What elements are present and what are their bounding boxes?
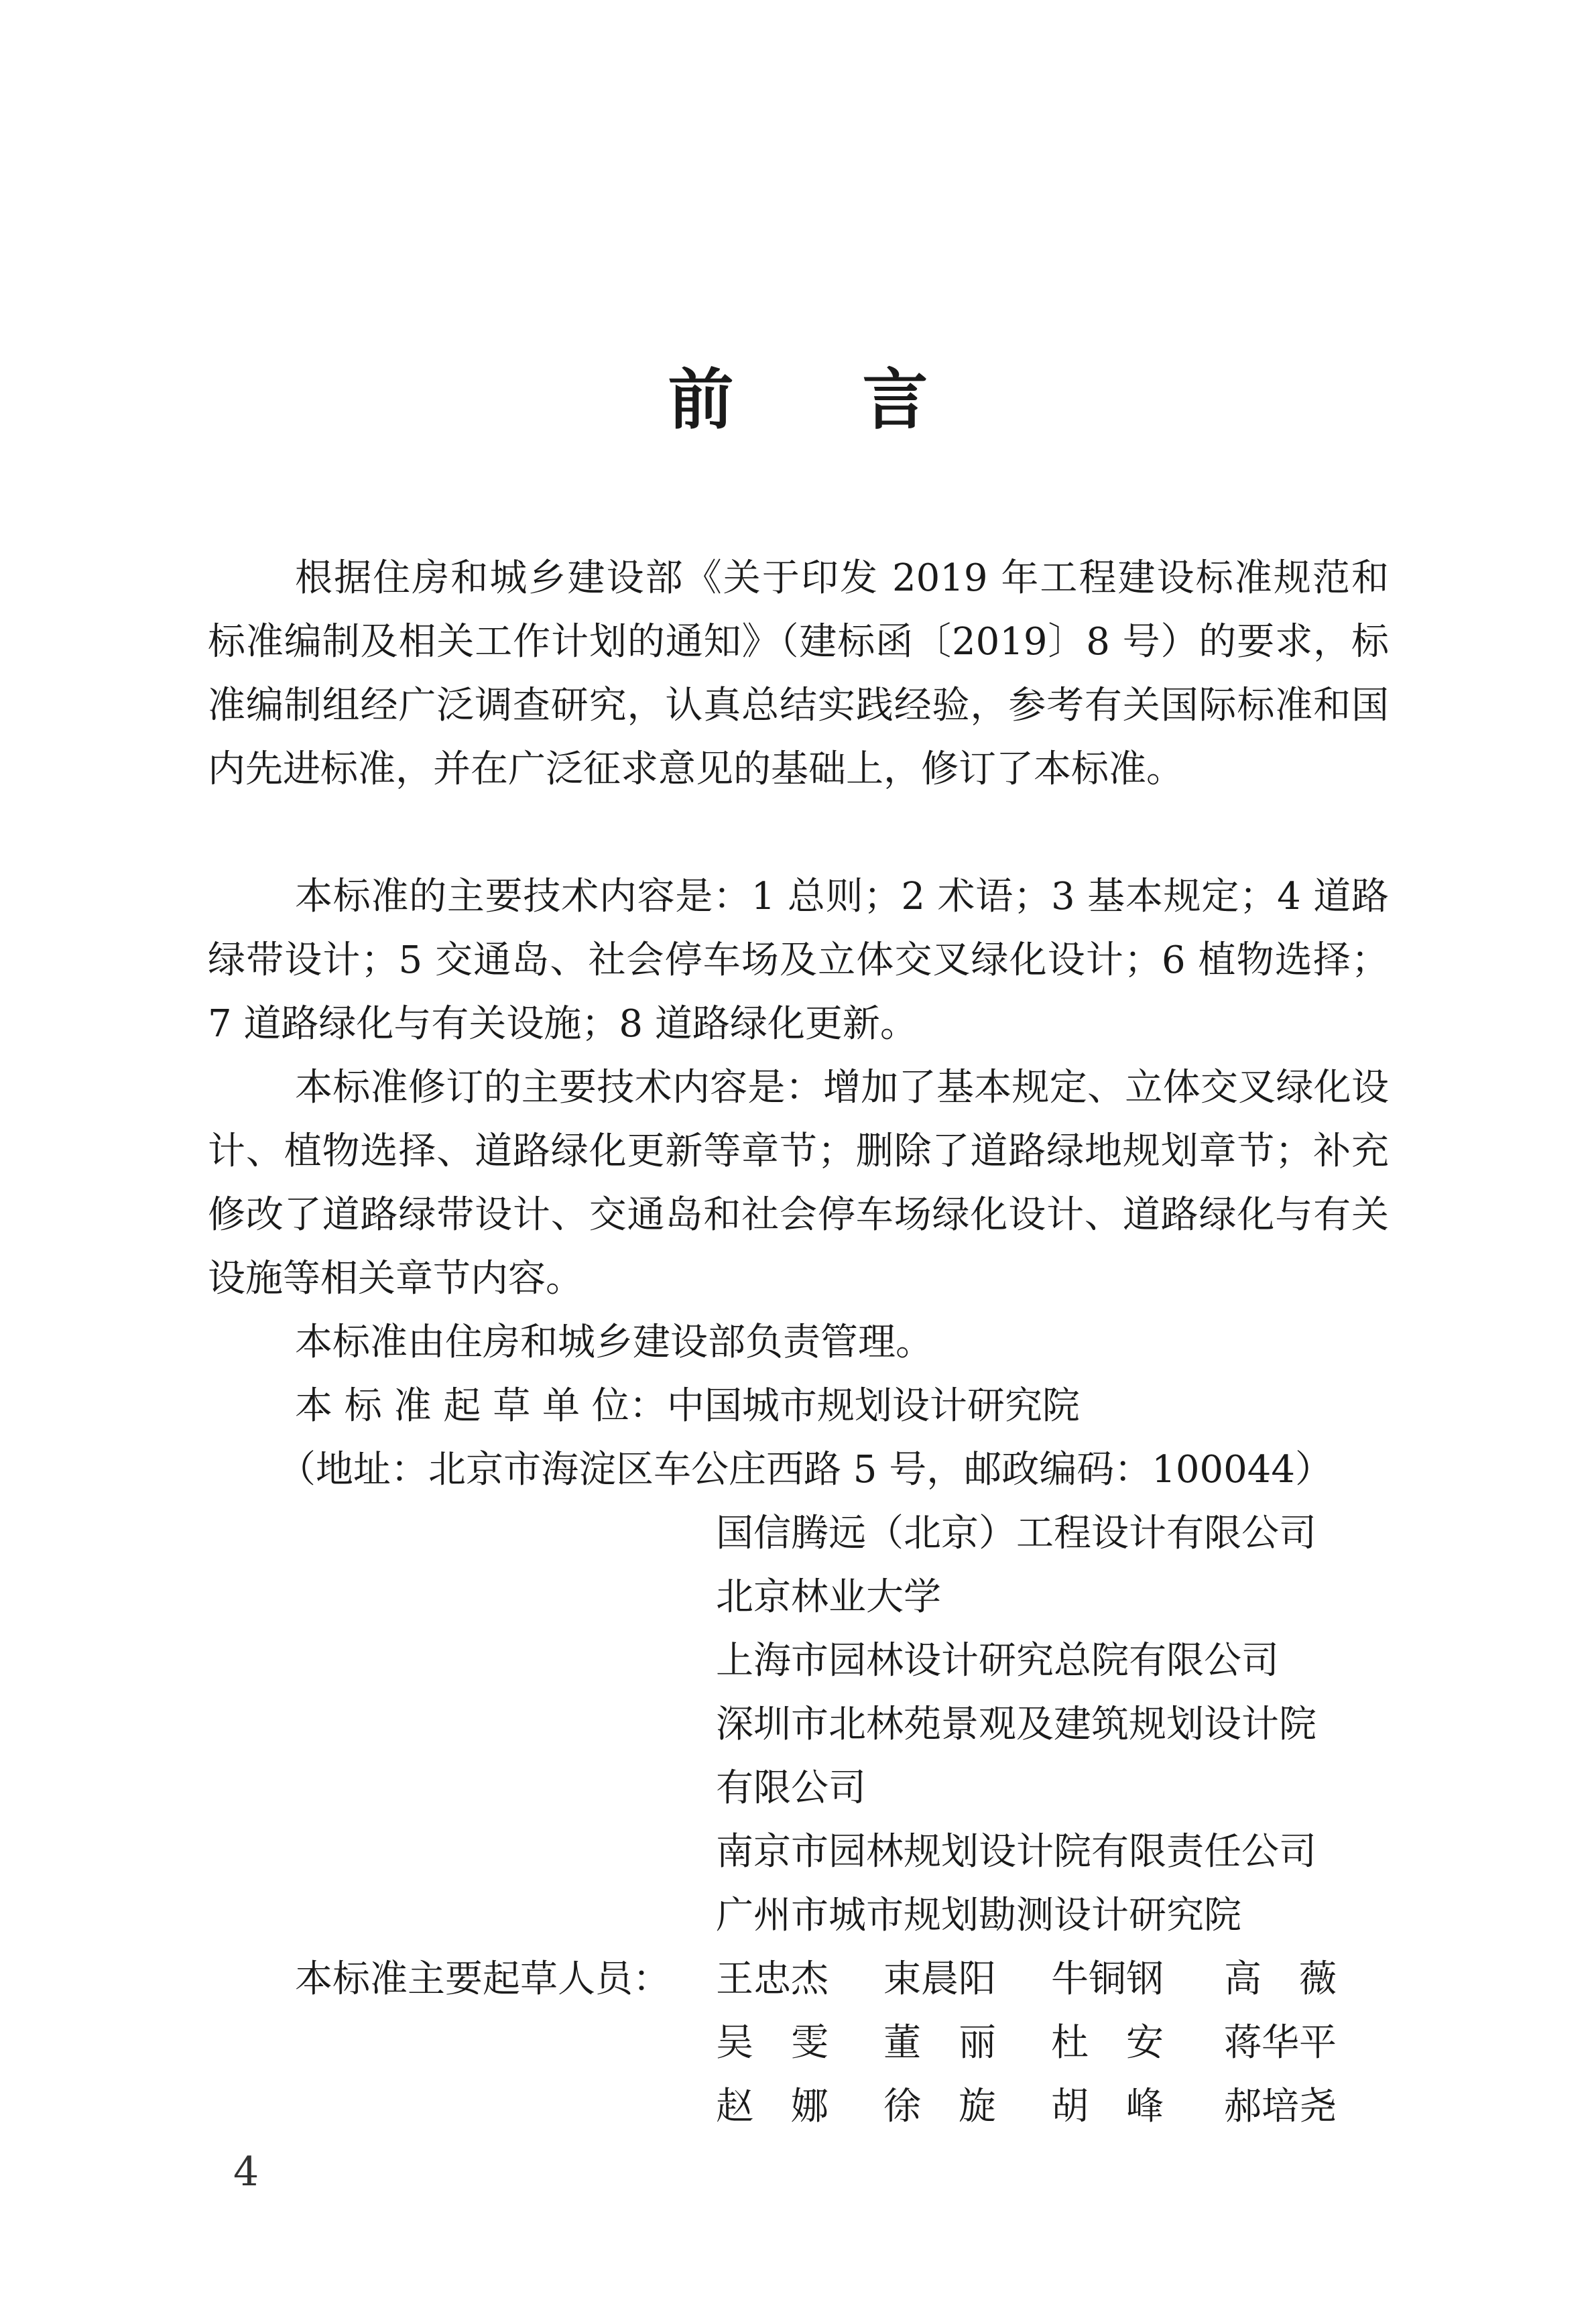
drafter-name: 赵 娜 <box>716 2085 828 2128</box>
drafting-units-label: 本 标 准 起 草 单 位： <box>295 1384 667 1428</box>
drafting-unit: 深圳市北林苑景观及建筑规划设计院 <box>716 1703 1316 1746</box>
drafting-unit: 广州市城市规划勘测设计研究院 <box>716 1894 1241 1937</box>
drafter-name: 杜 安 <box>1051 2021 1164 2065</box>
paragraph-management: 本标准由住房和城乡建设部负责管理。 <box>295 1321 933 1364</box>
drafter-name: 蒋华平 <box>1224 2021 1337 2065</box>
drafter-name: 牛铜钢 <box>1051 1957 1164 2001</box>
drafting-unit-address: （地址：北京市海淀区车公庄西路 5 号，邮政编码：100044） <box>278 1448 1333 1492</box>
title-char-2: 言 <box>862 361 928 438</box>
drafting-unit: 上海市园林设计研究总院有限公司 <box>716 1639 1279 1683</box>
title-char-1: 前 <box>668 361 734 438</box>
paragraph-basis: 根据住房和城乡建设部《关于印发 2019 年工程建设标准规范和标准编制及相关工作计划的通知》（建标函〔2019〕8 号）的要求，标准编制组经广泛调查研究，认真总结实践经验，参考有关国际标准和国内先进标准，并在广泛征求意见的基础上，修订了本标准。 <box>208 556 1389 791</box>
chief-drafting-unit: 中国城市规划设计研究院 <box>666 1384 1080 1428</box>
drafter-name: 徐 旋 <box>883 2085 996 2128</box>
drafting-unit: 国信腾远（北京）工程设计有限公司 <box>716 1512 1316 1555</box>
drafting-unit: 有限公司 <box>716 1766 866 1810</box>
drafting-units-line <box>295 1374 1080 1438</box>
drafter-name: 高 薇 <box>1224 1957 1337 2001</box>
drafter-name: 束晨阳 <box>883 1957 996 2001</box>
drafters-label: 本标准主要起草人员： <box>295 1957 670 2001</box>
drafting-unit: 北京林业大学 <box>716 1575 941 1619</box>
drafter-name: 郝培尧 <box>1224 2085 1337 2128</box>
drafter-name: 董 丽 <box>883 2021 996 2065</box>
drafter-name: 胡 峰 <box>1051 2085 1164 2128</box>
page-number: 4 <box>233 2148 259 2195</box>
drafter-name: 王忠杰 <box>716 1957 828 2001</box>
drafting-unit: 南京市园林规划设计院有限责任公司 <box>716 1830 1316 1874</box>
drafter-name: 吴 雯 <box>716 2021 828 2065</box>
paragraph-main-content: 本标准的主要技术内容是：1 总则；2 术语；3 基本规定；4 道路绿带设计；5 交通岛、社会停车场及立体交叉绿化设计；6 植物选择；7 道路绿化与有关设施；8 道路绿化更新。 <box>208 875 1390 1046</box>
paragraph-revision-content: 本标准修订的主要技术内容是：增加了基本规定、立体交叉绿化设计、植物选择、道路绿化更新等章节；删除了道路绿地规划章节；补充修改了道路绿带设计、交通岛和社会停车场绿化设计、道路绿化与有关设施等相关章节内容。 <box>208 1066 1389 1300</box>
page-title <box>0 361 1596 438</box>
